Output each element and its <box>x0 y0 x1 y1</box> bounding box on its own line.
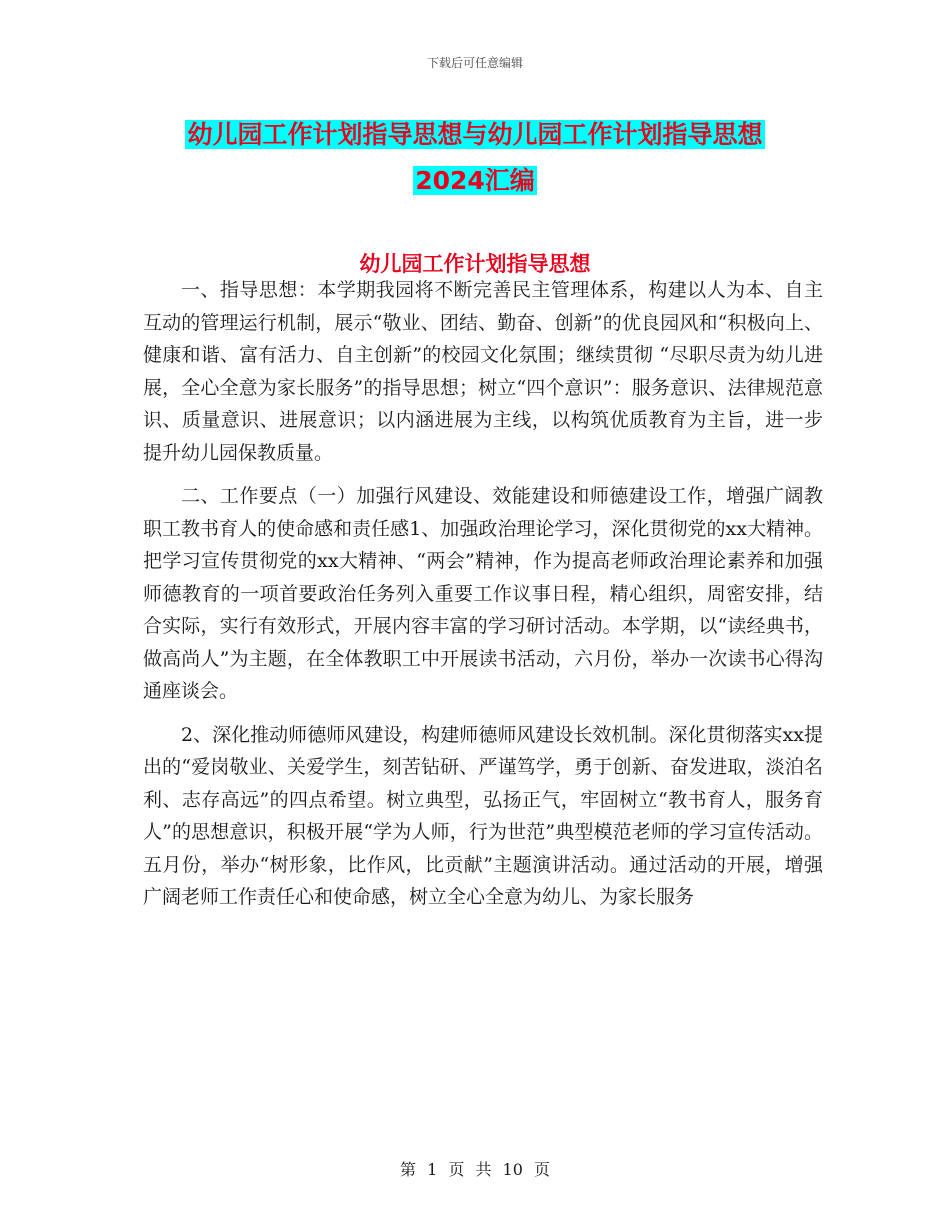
header-note: 下载后可任意编辑 <box>426 56 523 70</box>
paragraph-work-points: 二、工作要点（一）加强行风建设、效能建设和师德建设工作，增强广阔教职工教书育人的使命感和责任感1、加强政治理论学习，深化贯彻党的xx大精神。把学习宣传贯彻党的xx大精神、“两会”精神，作为提高老师政治理论素养和加强师德教育的一项首要政治任务列入重要工作议事日程，精心组织，周密安排，结合实际，实行有效形式，开展内容丰富的学习研讨活动。本学期，以“读经典书，做高尚人”为主题，在全体教职工中开展读书活动，六月份，举办一次读书心得沟通座谈会。 <box>143 485 823 702</box>
title-line-2: 2024汇编 <box>415 166 535 195</box>
document-body <box>143 274 823 914</box>
section-title: 幼儿园工作计划指导思想 <box>359 252 591 276</box>
paragraph-guiding-thought: 一、指导思想：本学期我园将不断完善民主管理体系，构建以人为本、自主互动的管理运行机制，展示“敬业、团结、勤奋、创新”的优良园风和“积极向上、健康和谐、富有活力、自主创新”的校园文化氛围；继续贯彻 “尽职尽责为幼儿进展，全心全意为家长服务”的指导思想；树立“四个意识”：服务意识、法律规范意识、质量意识、进展意识；以内涵进展为主线，以构筑优质教育为主旨，进一步提升幼儿园保教质量。 <box>143 279 823 464</box>
paragraph-teacher-ethics: 2、深化推动师德师风建设，构建师德师风建设长效机制。深化贯彻落实xx提出的“爱岗敬业、关爱学生，刻苦钻研、严谨笃学，勇于创新、奋发进取，淡泊名利、志存高远”的四点希望。树立典型，弘扬正气，牢固树立“教书育人，服务育人”的思想意识，积极开展“学为人师，行为世范”典型模范老师的学习宣传活动。五月份，举办“树形象，比作风，比贡献”主题演讲活动。通过活动的开展，增强广阔老师工作责任心和使命感，树立全心全意为幼儿、为家长服务 <box>143 723 823 908</box>
title-line-1: 幼儿园工作计划指导思想与幼儿园工作计划指导思想 <box>187 120 763 149</box>
page-footer: 第 1 页 共 10 页 <box>400 1160 550 1179</box>
document-title <box>0 112 950 204</box>
